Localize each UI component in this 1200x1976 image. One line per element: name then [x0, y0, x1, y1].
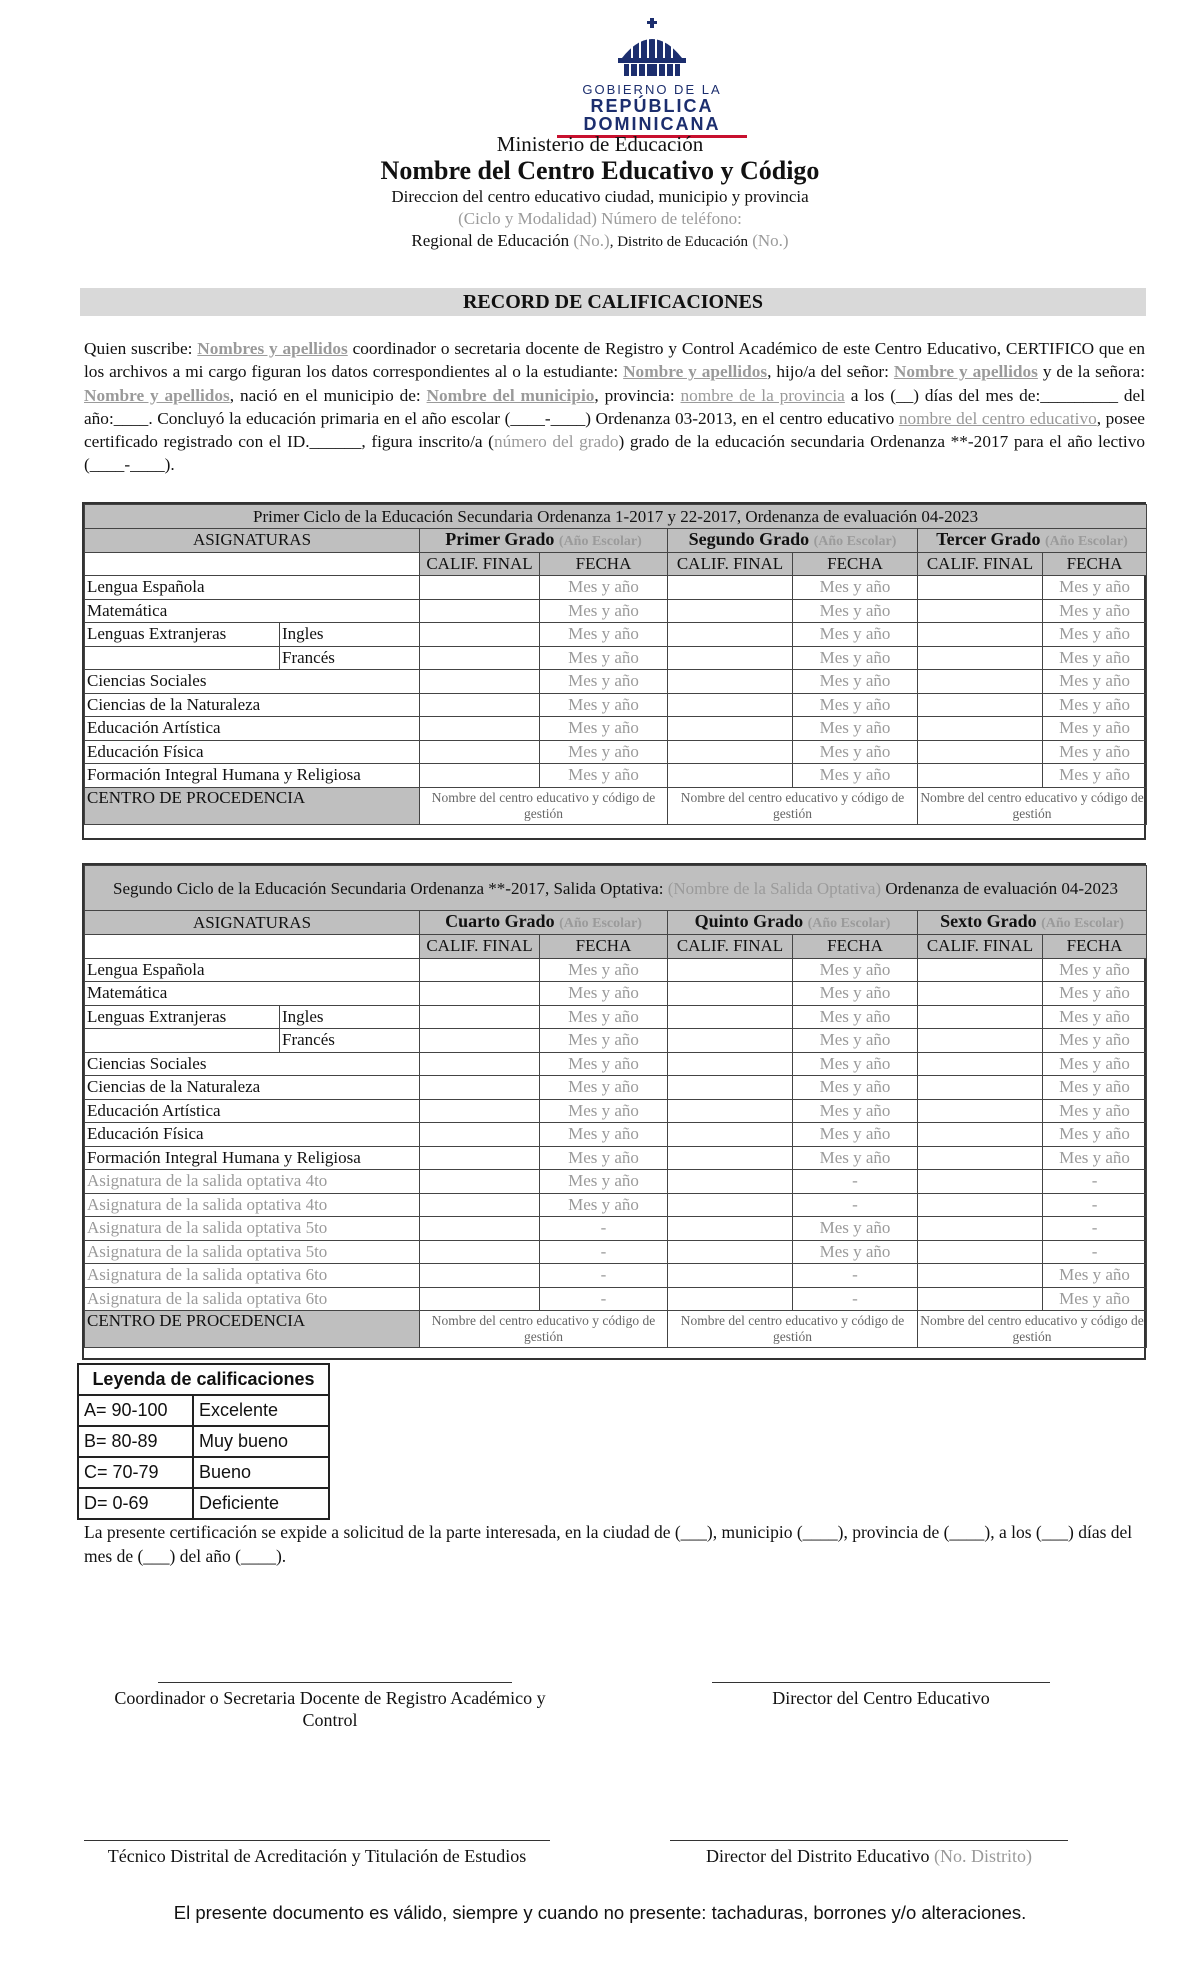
table-row: [85, 1193, 1147, 1217]
table-row: [85, 1217, 1147, 1241]
grade-cell[interactable]: [918, 1099, 1043, 1123]
subject-name: Educación Física: [85, 740, 420, 764]
date-cell[interactable]: Mes y año: [793, 623, 918, 647]
date-cell[interactable]: Mes y año: [793, 646, 918, 670]
table-row: [85, 1170, 1147, 1194]
field-province[interactable]: nombre de la provincia: [680, 385, 845, 405]
subject-name: Matemática: [85, 982, 420, 1006]
grade-cell[interactable]: [420, 670, 540, 694]
subject-name: Asignatura de la salida optativa 5to: [85, 1217, 420, 1241]
subject-name: Asignatura de la salida optativa 4to: [85, 1193, 420, 1217]
document-title: RECORD DE CALIFICACIONES: [80, 288, 1146, 316]
table-row: [85, 717, 1147, 741]
table-row: [85, 958, 1147, 982]
table-row: [85, 1123, 1147, 1147]
date-cell[interactable]: Mes y año: [1043, 1052, 1147, 1076]
origin-label: CENTRO DE PROCEDENCIA: [85, 1311, 420, 1348]
col-calif-final: CALIF. FINAL: [668, 552, 793, 576]
grade-cell[interactable]: [668, 1217, 793, 1241]
subject-name: Lenguas Extranjeras: [85, 1005, 280, 1029]
date-cell[interactable]: -: [540, 1264, 668, 1288]
signature-district-technician-label: Técnico Distrital de Acreditación y Titulación de Estudios: [107, 1846, 527, 1866]
signature-director-center: [712, 1682, 1050, 1709]
field-student-name[interactable]: Nombre y apellidos: [623, 362, 768, 382]
subject-name: [85, 646, 280, 670]
date-cell[interactable]: Mes y año: [1043, 623, 1147, 647]
date-cell[interactable]: Mes y año: [540, 623, 668, 647]
grade-header: Segundo Grado (Año Escolar): [668, 528, 918, 552]
col-fecha: FECHA: [793, 935, 918, 959]
field-grade-number[interactable]: número del grado: [493, 432, 619, 452]
document-header: [0, 132, 1200, 253]
date-cell[interactable]: Mes y año: [793, 576, 918, 600]
table-row: [85, 1287, 1147, 1311]
legend-label: Deficiente: [193, 1488, 329, 1519]
certification-paragraph: Quien suscribe: Nombres y apellidos coordinador o secretaria docente de Registro y Control Académico de este Centro Educativo, CERTIFICO que en los archivos a mi cargo figuran los datos correspondientes al o la estudiante: Nombre y apellidos, hijo/a del señor: Nombre y apellidos y de la señora: Nombre y apellidos, nació en el municipio de: Nombre del municipio, provincia: nombre de la provincia a los (__) días del mes de:_________ del año:____. Concluyó la educación primaria en el año escolar (____-____) Ordenanza 03-2013, en el centro educativo nombre del centro educativo, posee certificado registrado con el ID.______, figura inscrito/a (número del grado) grado de la educación secundaria Ordenanza **-2017 para el año lectivo (____-____).: [84, 339, 1146, 475]
table-row: [85, 1099, 1147, 1123]
grade-cell[interactable]: [918, 1123, 1043, 1147]
table-row: [85, 982, 1147, 1006]
date-cell[interactable]: Mes y año: [793, 1052, 918, 1076]
logo-text-main: REPÚBLICA DOMINICANA: [583, 96, 721, 134]
subject-name: Educación Física: [85, 1123, 420, 1147]
date-cell[interactable]: Mes y año: [540, 646, 668, 670]
cycle-phone: (Ciclo y Modalidad) Número de teléfono:: [458, 209, 742, 228]
grade-cell[interactable]: [420, 982, 540, 1006]
district-label: , Distrito de Educación: [609, 234, 748, 250]
col-calif-final: CALIF. FINAL: [420, 552, 540, 576]
date-cell[interactable]: Mes y año: [540, 717, 668, 741]
grade-cell[interactable]: [668, 1287, 793, 1311]
grade-cell[interactable]: [668, 646, 793, 670]
date-cell[interactable]: Mes y año: [540, 576, 668, 600]
field-coordinator-name[interactable]: Nombres y apellidos: [197, 339, 348, 358]
date-cell[interactable]: Mes y año: [793, 1217, 918, 1241]
grade-cell[interactable]: [668, 1146, 793, 1170]
legend-title: Leyenda de calificaciones: [78, 1364, 329, 1395]
subject-name: Asignatura de la salida optativa 6to: [85, 1287, 420, 1311]
subject-name: Asignatura de la salida optativa 6to: [85, 1264, 420, 1288]
date-cell[interactable]: Mes y año: [1043, 717, 1147, 741]
date-cell[interactable]: -: [793, 1264, 918, 1288]
date-cell[interactable]: -: [540, 1240, 668, 1264]
col-calif-final: CALIF. FINAL: [668, 935, 793, 959]
legend-label: Bueno: [193, 1457, 329, 1488]
date-cell[interactable]: Mes y año: [1043, 599, 1147, 623]
table-row: [85, 1076, 1147, 1100]
origin-center-cell[interactable]: Nombre del centro educativo y código de gestión: [420, 1311, 668, 1348]
signature-district-director: [670, 1840, 1068, 1867]
date-cell[interactable]: Mes y año: [540, 670, 668, 694]
table-row: [85, 1264, 1147, 1288]
date-cell[interactable]: Mes y año: [1043, 1076, 1147, 1100]
date-cell[interactable]: Mes y año: [1043, 1029, 1147, 1053]
legend-row: [78, 1395, 329, 1426]
date-cell[interactable]: Mes y año: [540, 1146, 668, 1170]
subject-name: Ciencias Sociales: [85, 1052, 420, 1076]
origin-center-cell[interactable]: Nombre del centro educativo y código de gestión: [668, 787, 918, 824]
subject-name: Lenguas Extranjeras: [85, 623, 280, 647]
legend-range: A= 90-100: [78, 1395, 193, 1426]
date-cell[interactable]: Mes y año: [540, 982, 668, 1006]
date-cell[interactable]: Mes y año: [1043, 1264, 1147, 1288]
grade-cell[interactable]: [420, 958, 540, 982]
subject-sub: Francés: [280, 1029, 420, 1053]
table-heading: Primer Ciclo de la Educación Secundaria Ordenanza 1-2017 y 22-2017, Ordenanza de evaluación 04-2023: [85, 505, 1147, 529]
grading-legend: [77, 1363, 330, 1520]
grade-header: Tercer Grado (Año Escolar): [918, 528, 1147, 552]
field-mother-name[interactable]: Nombre y apellidos: [84, 385, 230, 405]
date-cell[interactable]: Mes y año: [540, 740, 668, 764]
table-row: [85, 1240, 1147, 1264]
date-cell[interactable]: Mes y año: [793, 717, 918, 741]
grade-header: Cuarto Grado (Año Escolar): [420, 911, 668, 935]
regional-no: (No.): [573, 231, 610, 250]
grade-cell[interactable]: [668, 623, 793, 647]
grade-cell[interactable]: [668, 576, 793, 600]
grade-cell[interactable]: [420, 764, 540, 788]
date-cell[interactable]: -: [540, 1287, 668, 1311]
date-cell[interactable]: -: [540, 1217, 668, 1241]
grade-cell[interactable]: [420, 1240, 540, 1264]
date-cell[interactable]: -: [793, 1170, 918, 1194]
subjects-header: ASIGNATURAS: [85, 911, 420, 935]
grades-table-first-cycle: [84, 504, 1147, 825]
origin-center-cell[interactable]: Nombre del centro educativo y código de gestión: [668, 1311, 918, 1348]
grade-cell[interactable]: [918, 1076, 1043, 1100]
subject-name: [85, 1029, 280, 1053]
grade-cell[interactable]: [918, 1029, 1043, 1053]
date-cell[interactable]: Mes y año: [1043, 1123, 1147, 1147]
table-heading: Segundo Ciclo de la Educación Secundaria Ordenanza **-2017, Salida Optativa: (Nombre de la Salida Optativa) Ordenanza de evaluación 04-2023: [85, 866, 1147, 911]
date-cell[interactable]: -: [1043, 1217, 1147, 1241]
date-cell[interactable]: Mes y año: [793, 599, 918, 623]
signature-coordinator: [88, 1682, 572, 1731]
date-cell[interactable]: -: [1043, 1240, 1147, 1264]
subject-name: Lengua Española: [85, 958, 420, 982]
subject-sub: Ingles: [280, 623, 420, 647]
closing-statement: La presente certificación se expide a solicitud de la parte interesada, en la ciudad de (___), municipio (____), provincia de (____), a los (___) días del mes de (___) del año (____).: [84, 1522, 1133, 1566]
grade-cell[interactable]: [420, 1123, 540, 1147]
center-name: Nombre del Centro Educativo y Código: [380, 156, 820, 185]
legend-row: [78, 1457, 329, 1488]
date-cell[interactable]: Mes y año: [793, 1076, 918, 1100]
grade-cell[interactable]: [918, 670, 1043, 694]
subject-sub: Francés: [280, 646, 420, 670]
origin-center-cell[interactable]: Nombre del centro educativo y código de gestión: [420, 787, 668, 824]
grade-cell[interactable]: [918, 982, 1043, 1006]
grade-cell[interactable]: [918, 1005, 1043, 1029]
subject-name: Ciencias de la Naturaleza: [85, 1076, 420, 1100]
grade-cell[interactable]: [918, 646, 1043, 670]
grade-cell[interactable]: [420, 1146, 540, 1170]
grade-cell[interactable]: [668, 693, 793, 717]
table-row: [85, 646, 1147, 670]
date-cell[interactable]: Mes y año: [793, 982, 918, 1006]
date-cell[interactable]: Mes y año: [793, 764, 918, 788]
date-cell[interactable]: Mes y año: [540, 958, 668, 982]
grade-header: Quinto Grado (Año Escolar): [668, 911, 918, 935]
grade-cell[interactable]: [668, 1193, 793, 1217]
logo-text-top: GOBIERNO DE LA: [582, 82, 722, 97]
col-fecha: FECHA: [1043, 552, 1147, 576]
origin-center-cell[interactable]: Nombre del centro educativo y código de gestión: [918, 1311, 1147, 1348]
date-cell[interactable]: Mes y año: [540, 1099, 668, 1123]
grade-cell[interactable]: [420, 1099, 540, 1123]
col-calif-final: CALIF. FINAL: [918, 935, 1043, 959]
subject-name: Asignatura de la salida optativa 5to: [85, 1240, 420, 1264]
date-cell[interactable]: -: [1043, 1170, 1147, 1194]
date-cell[interactable]: -: [1043, 1193, 1147, 1217]
regional-label: Regional de Educación: [411, 231, 570, 250]
col-fecha: FECHA: [540, 935, 668, 959]
table-row: [85, 764, 1147, 788]
grade-cell[interactable]: [668, 717, 793, 741]
grade-cell[interactable]: [918, 1287, 1043, 1311]
legend-row: [78, 1488, 329, 1519]
field-primary-center[interactable]: nombre del centro educativo: [898, 408, 1097, 428]
field-father-name[interactable]: Nombre y apellidos: [893, 362, 1038, 382]
grade-cell[interactable]: [918, 599, 1043, 623]
dome-emblem-icon: [610, 18, 694, 80]
table-row: [85, 623, 1147, 647]
col-fecha: FECHA: [1043, 935, 1147, 959]
grade-cell[interactable]: [668, 1240, 793, 1264]
grade-cell[interactable]: [918, 1146, 1043, 1170]
col-fecha: FECHA: [540, 552, 668, 576]
date-cell[interactable]: Mes y año: [793, 1005, 918, 1029]
grade-cell[interactable]: [420, 576, 540, 600]
date-cell[interactable]: Mes y año: [540, 1076, 668, 1100]
grades-table-second-cycle: [84, 865, 1147, 1348]
signature-district-director-label: Director del Distrito Educativo (No. Distrito): [706, 1846, 1032, 1866]
date-cell[interactable]: Mes y año: [1043, 576, 1147, 600]
grade-cell[interactable]: [668, 1123, 793, 1147]
signature-coordinator-label: Coordinador o Secretaria Docente de Registro Académico y Control: [114, 1688, 546, 1730]
subject-name: Formación Integral Humana y Religiosa: [85, 764, 420, 788]
grade-cell[interactable]: [668, 958, 793, 982]
grade-cell[interactable]: [420, 1029, 540, 1053]
grade-cell[interactable]: [668, 1264, 793, 1288]
date-cell[interactable]: Mes y año: [540, 599, 668, 623]
legend-label: Muy bueno: [193, 1426, 329, 1457]
validity-footer: El presente documento es válido, siempre y cuando no presente: tachaduras, borrones y/o alteraciones.: [173, 1902, 1027, 1923]
grade-cell[interactable]: [420, 1217, 540, 1241]
col-calif-final: CALIF. FINAL: [420, 935, 540, 959]
grade-cell[interactable]: [420, 1005, 540, 1029]
subject-name: Lengua Española: [85, 576, 420, 600]
district-no: (No.): [752, 231, 789, 250]
date-cell[interactable]: Mes y año: [793, 1099, 918, 1123]
grade-cell[interactable]: [420, 1193, 540, 1217]
subjects-header: ASIGNATURAS: [85, 528, 420, 552]
date-cell[interactable]: Mes y año: [1043, 740, 1147, 764]
origin-center-cell[interactable]: Nombre del centro educativo y código de gestión: [918, 787, 1147, 824]
table-row: [85, 670, 1147, 694]
grade-header: Sexto Grado (Año Escolar): [918, 911, 1147, 935]
regional-district: [0, 230, 1200, 253]
grade-cell[interactable]: [668, 599, 793, 623]
grade-cell[interactable]: [918, 764, 1043, 788]
date-cell[interactable]: Mes y año: [793, 1146, 918, 1170]
date-cell[interactable]: Mes y año: [1043, 982, 1147, 1006]
date-cell[interactable]: Mes y año: [793, 958, 918, 982]
legend-row: [78, 1426, 329, 1457]
grade-cell[interactable]: [420, 1287, 540, 1311]
grade-cell[interactable]: [918, 576, 1043, 600]
date-cell[interactable]: Mes y año: [540, 1052, 668, 1076]
table-row: [85, 1005, 1147, 1029]
date-cell[interactable]: Mes y año: [1043, 693, 1147, 717]
grade-cell[interactable]: [420, 717, 540, 741]
grade-cell[interactable]: [668, 982, 793, 1006]
grade-cell[interactable]: [668, 740, 793, 764]
grade-cell[interactable]: [918, 958, 1043, 982]
grade-cell[interactable]: [420, 693, 540, 717]
grade-cell[interactable]: [918, 623, 1043, 647]
date-cell[interactable]: Mes y año: [1043, 1146, 1147, 1170]
date-cell[interactable]: Mes y año: [1043, 764, 1147, 788]
legend-range: D= 0-69: [78, 1488, 193, 1519]
grade-cell[interactable]: [668, 1099, 793, 1123]
table-row: [85, 1146, 1147, 1170]
subject-name: Ciencias de la Naturaleza: [85, 693, 420, 717]
date-cell[interactable]: Mes y año: [793, 1240, 918, 1264]
date-cell[interactable]: Mes y año: [793, 1029, 918, 1053]
grade-cell[interactable]: [420, 1076, 540, 1100]
date-cell[interactable]: Mes y año: [1043, 646, 1147, 670]
col-fecha: FECHA: [793, 552, 918, 576]
grade-cell[interactable]: [918, 693, 1043, 717]
date-cell[interactable]: Mes y año: [540, 1029, 668, 1053]
subject-name: Asignatura de la salida optativa 4to: [85, 1170, 420, 1194]
origin-label: CENTRO DE PROCEDENCIA: [85, 787, 420, 824]
subject-name: Formación Integral Humana y Religiosa: [85, 1146, 420, 1170]
ministry-name: Ministerio de Educación: [496, 132, 704, 156]
date-cell[interactable]: Mes y año: [540, 1193, 668, 1217]
date-cell[interactable]: -: [793, 1193, 918, 1217]
date-cell[interactable]: Mes y año: [540, 1170, 668, 1194]
grade-cell[interactable]: [918, 1264, 1043, 1288]
signature-district-technician: [84, 1840, 550, 1867]
grade-cell[interactable]: [668, 670, 793, 694]
grade-cell[interactable]: [668, 1005, 793, 1029]
grade-cell[interactable]: [420, 599, 540, 623]
subject-name: Ciencias Sociales: [85, 670, 420, 694]
table-row: [85, 693, 1147, 717]
date-cell[interactable]: Mes y año: [1043, 958, 1147, 982]
grade-cell[interactable]: [420, 1052, 540, 1076]
grade-cell[interactable]: [420, 646, 540, 670]
grade-cell[interactable]: [918, 1240, 1043, 1264]
date-cell[interactable]: Mes y año: [793, 740, 918, 764]
table-row: [85, 599, 1147, 623]
grade-cell[interactable]: [668, 1076, 793, 1100]
grade-cell[interactable]: [668, 1170, 793, 1194]
grade-cell[interactable]: [918, 740, 1043, 764]
table-row: [85, 740, 1147, 764]
date-cell[interactable]: Mes y año: [793, 1123, 918, 1147]
grade-cell[interactable]: [668, 1052, 793, 1076]
center-address: Direccion del centro educativo ciudad, municipio y provincia: [391, 187, 809, 206]
subject-sub: Ingles: [280, 1005, 420, 1029]
date-cell[interactable]: Mes y año: [1043, 1005, 1147, 1029]
blank-cell: [85, 935, 420, 959]
grade-cell[interactable]: [668, 764, 793, 788]
subject-name: Educación Artística: [85, 1099, 420, 1123]
grade-cell[interactable]: [918, 1170, 1043, 1194]
grade-cell[interactable]: [918, 1052, 1043, 1076]
grade-cell[interactable]: [918, 1193, 1043, 1217]
legend-range: C= 70-79: [78, 1457, 193, 1488]
date-cell[interactable]: Mes y año: [1043, 670, 1147, 694]
grade-cell[interactable]: [420, 740, 540, 764]
legend-label: Excelente: [193, 1395, 329, 1426]
government-logo: [552, 18, 752, 134]
subject-name: Educación Artística: [85, 717, 420, 741]
date-cell[interactable]: Mes y año: [1043, 1099, 1147, 1123]
col-calif-final: CALIF. FINAL: [918, 552, 1043, 576]
blank-cell: [85, 552, 420, 576]
table-row: [85, 576, 1147, 600]
date-cell[interactable]: Mes y año: [793, 693, 918, 717]
field-municipality[interactable]: Nombre del municipio: [426, 385, 595, 405]
date-cell[interactable]: Mes y año: [540, 693, 668, 717]
table-row: [85, 1052, 1147, 1076]
grade-cell[interactable]: [918, 717, 1043, 741]
subject-name: Matemática: [85, 599, 420, 623]
signature-director-center-label: Director del Centro Educativo: [772, 1688, 990, 1708]
grade-cell[interactable]: [420, 1264, 540, 1288]
date-cell[interactable]: Mes y año: [540, 764, 668, 788]
table-row: [85, 1029, 1147, 1053]
grade-cell[interactable]: [918, 1217, 1043, 1241]
date-cell[interactable]: Mes y año: [540, 1005, 668, 1029]
date-cell[interactable]: -: [793, 1287, 918, 1311]
grade-cell[interactable]: [668, 1029, 793, 1053]
legend-range: B= 80-89: [78, 1426, 193, 1457]
date-cell[interactable]: Mes y año: [793, 670, 918, 694]
date-cell[interactable]: Mes y año: [540, 1123, 668, 1147]
grade-cell[interactable]: [420, 1170, 540, 1194]
grade-header: Primer Grado (Año Escolar): [420, 528, 668, 552]
date-cell[interactable]: Mes y año: [1043, 1287, 1147, 1311]
grade-cell[interactable]: [420, 623, 540, 647]
